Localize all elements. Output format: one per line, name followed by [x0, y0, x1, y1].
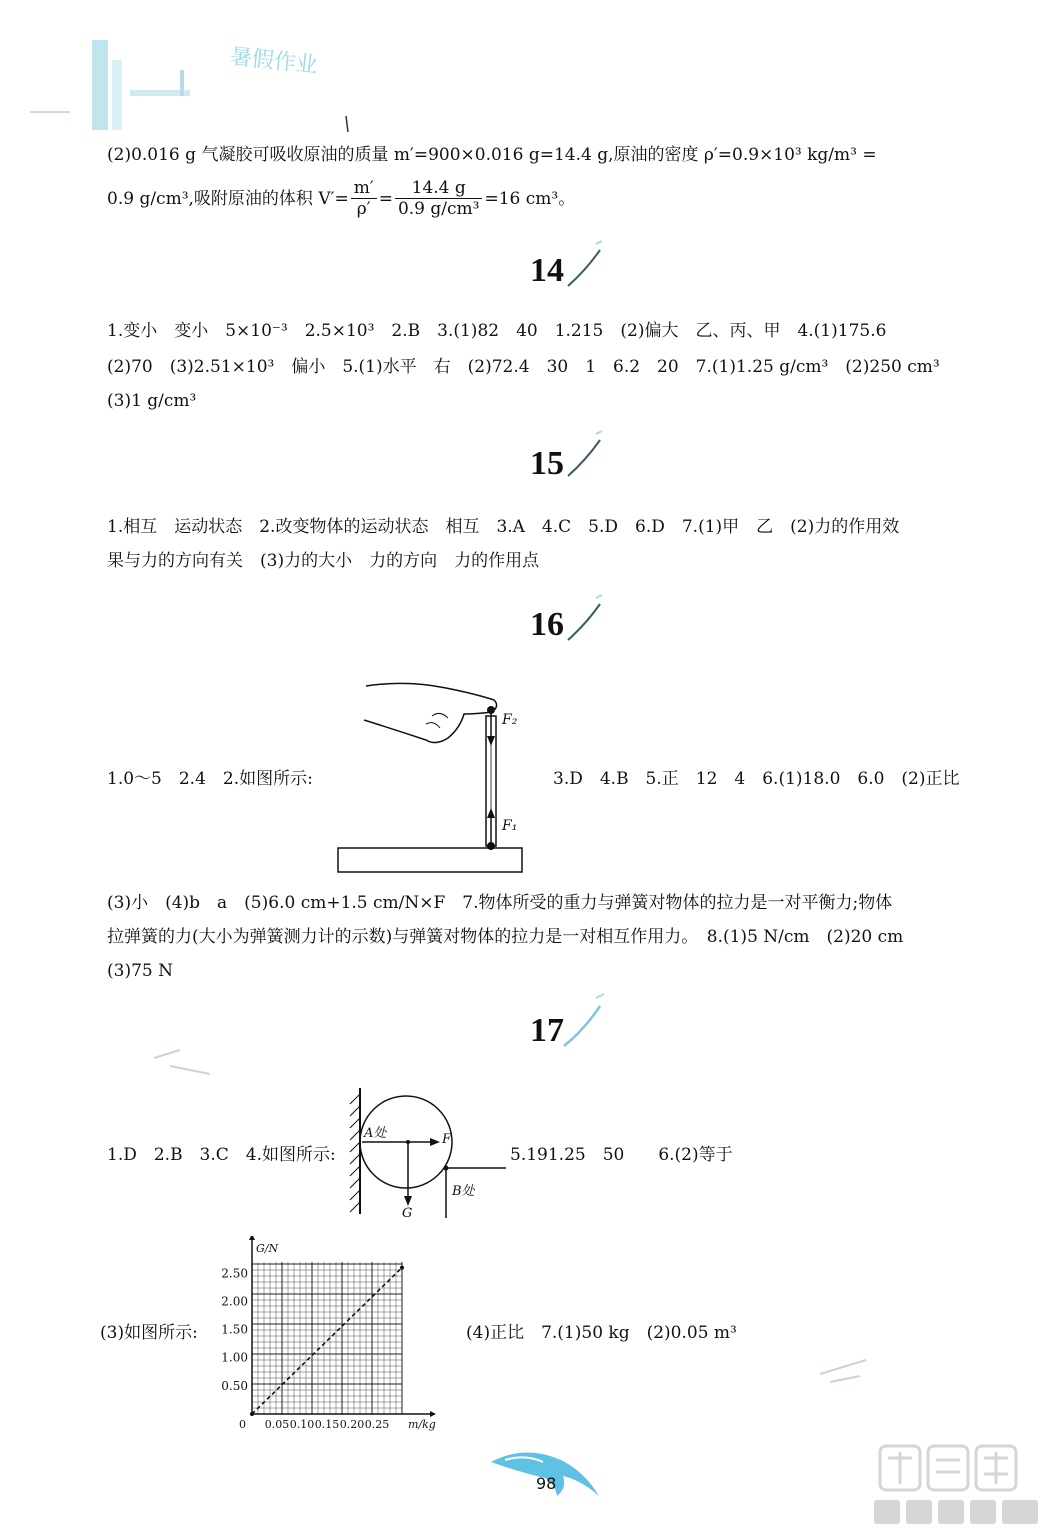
x-tick-label: 0.20: [339, 1418, 365, 1431]
header-badge: 暑假作业: [228, 44, 319, 79]
force-f1-label: F₁: [502, 818, 518, 834]
section-16-line-3: (3)75 N: [107, 961, 173, 981]
decorative-stroke-icon: [150, 1040, 220, 1080]
section-14-line-2: (2)70 (3)2.51×10³ 偏小 5.(1)水平 右 (2)72.4 30 1 6.2 20 7.(1)1.25 g/cm³ (2)250 cm³: [107, 357, 940, 377]
fraction-denominator: 0.9 g/cm³: [397, 199, 480, 219]
y-axis-arrow: [249, 1236, 255, 1240]
force-f-label: F: [442, 1132, 452, 1147]
y-axis-label: G/N: [256, 1242, 279, 1255]
section-17-graph-right-text: (4)正比 7.(1)50 kg (2)0.05 m³: [466, 1323, 737, 1343]
section-16-slash-icon: [566, 594, 616, 644]
section-14-line-1: 1.变小 变小 5×10⁻³ 2.5×10³ 2.B 3.(1)82 40 1.215 (2)偏大 乙、丙、甲 4.(1)175.6: [107, 321, 887, 341]
section-17-graph-left-text: (3)如图所示:: [100, 1323, 198, 1343]
y-tick-label: 0.50: [221, 1378, 248, 1393]
header-logo: [30, 30, 360, 140]
force-f2-label: F₂: [502, 712, 518, 728]
section-16-line-2: 拉弹簧的力(大小为弹簧测力计的示数)与弹簧对物体的拉力是一对相互作用力。 8.(1)5 N/cm (2)20 cm: [107, 927, 904, 947]
top-line-1: (2)0.016 g 气凝胶可吸收原油的质量 m′=900×0.016 g=14.4 g,原油的密度 ρ′=0.9×10³ kg/m³ =: [107, 145, 877, 165]
data-point: [400, 1266, 404, 1270]
ball-wall-figure: [346, 1084, 516, 1224]
spring-scale-drawing: [336, 676, 526, 876]
point-b-label: B处: [452, 1184, 475, 1199]
x-axis-label: m/kg: [408, 1418, 436, 1431]
decorative-stroke-icon: [810, 1350, 880, 1390]
x-axis-arrow: [430, 1411, 436, 1417]
section-15-slash-icon: [566, 430, 616, 480]
section-15-title: 15: [530, 445, 564, 482]
fraction-values: [395, 178, 483, 219]
section-15-line-2: 果与力的方向有关 (3)力的大小 力的方向 力的作用点: [107, 551, 540, 571]
g-m-graph: [210, 1236, 460, 1436]
fraction-denominator: ρ′: [356, 199, 371, 219]
series-line: [252, 1268, 402, 1414]
fraction-numerator: 14.4 g: [395, 178, 483, 199]
data-point: [250, 1412, 254, 1416]
section-16-fig-left-text: 1.0～5 2.4 2.如图所示:: [107, 769, 313, 789]
top-line-2: [107, 178, 575, 219]
equals-sign: =: [378, 188, 393, 209]
x-tick-label: 0.10: [289, 1418, 315, 1431]
point-a-label: A处: [364, 1126, 387, 1141]
section-14-line-3: (3)1 g/cm³: [107, 391, 197, 411]
section-15-line-1: 1.相互 运动状态 2.改变物体的运动状态 相互 3.A 4.C 5.D 6.D 7.(1)甲 乙 (2)力的作用效: [107, 517, 900, 537]
y-tick-label: 2.50: [221, 1266, 248, 1281]
ball-wall-drawing: [346, 1084, 516, 1224]
top-line-2-post: =16 cm³。: [484, 188, 576, 209]
y-tick-label: 2.00: [221, 1294, 248, 1309]
fraction-m-over-rho: [351, 178, 377, 219]
x-tick-label: 0.05: [264, 1418, 290, 1431]
header-logo-graphic: [30, 30, 360, 140]
section-17-fig-left-text: 1.D 2.B 3.C 4.如图所示:: [107, 1145, 336, 1165]
origin-label: 0: [239, 1418, 246, 1431]
section-17-fig-right-text: 5.191.25 50 6.(2)等于: [510, 1145, 733, 1165]
section-14-title: 14: [530, 252, 564, 289]
top-line-2-pre: 0.9 g/cm³,吸附原油的体积 V′=: [107, 188, 349, 209]
section-16-title: 16: [530, 606, 564, 643]
x-tick-label: 0.25: [364, 1418, 390, 1431]
section-14-slash-icon: [566, 240, 616, 290]
section-17-title: 17: [530, 1012, 564, 1049]
fraction-numerator: m′: [351, 178, 377, 199]
y-tick-label: 1.50: [221, 1322, 248, 1337]
force-g-label: G: [402, 1206, 413, 1221]
section-16-fig-right-text: 3.D 4.B 5.正 12 4 6.(1)18.0 6.0 (2)正比: [553, 769, 960, 789]
section-17-slash-icon: [560, 990, 620, 1050]
y-tick-label: 1.00: [221, 1350, 248, 1365]
section-16-line-1: (3)小 (4)b a (5)6.0 cm+1.5 cm/N×F 7.物体所受的重力与弹簧对物体的拉力是一对平衡力;物体: [107, 893, 893, 913]
page-number: 98: [536, 1474, 557, 1493]
x-tick-label: 0.15: [314, 1418, 340, 1431]
watermark-logo: [866, 1440, 1046, 1532]
spring-scale-figure: [336, 676, 526, 876]
